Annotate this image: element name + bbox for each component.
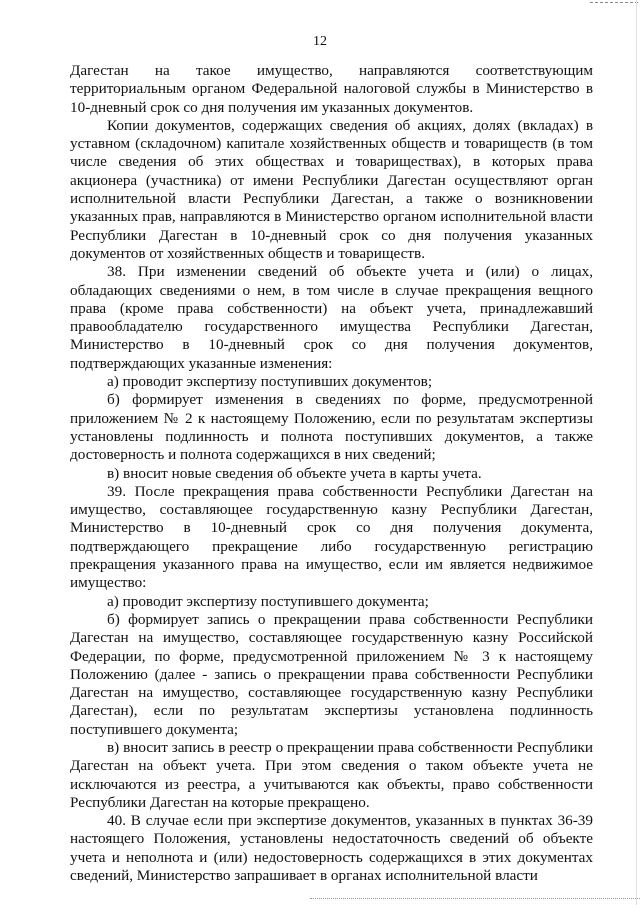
- paragraph-item-38-b: б) формирует изменения в сведениях по форме, предусмотренной приложением № 2 к настоящему Положению, если по результатам экспертизы установлены подлинность и полнота поступивших документов, а также достоверность и полнота содержащихся в них сведений;: [70, 391, 593, 464]
- paragraph-item-38-a: а) проводит экспертизу поступивших документов;: [107, 373, 433, 391]
- scan-edge-top: [590, 2, 638, 3]
- scan-edge-right: [636, 0, 637, 905]
- paragraph-share-documents: Копии документов, содержащих сведения об акциях, долях (вкладах) в уставном (складочном) капитале хозяйственных обществ и товариществ (в том числе сведения об этих обществах и товариществах), в которых права акционера (участника) от имени Республики Дагестан осуществляют орган исполнительной власти Республики Дагестан, а также о возникновении указанных прав, направляются в Министерство органом исполнительной власти Республики Дагестан в 10-дневный срок со дня получения указанных документов от хозяйственных обществ и товариществ.: [70, 116, 593, 262]
- paragraph-item-38-c: в) вносит новые сведения об объекте учета в карты учета.: [107, 464, 482, 482]
- scan-edge-bottom: [310, 898, 640, 899]
- paragraph-item-39-b: б) формирует запись о прекращении права собственности Республики Дагестан на имущество, составляющее государственную казну Российской Федерации, по форме, предусмотренной приложением № 3 к настоящему Положению (далее - запись о прекращении права собственности Республики Дагестан на имущество, составляющее государственную казну Республики Дагестан), если по результатам экспертизы установлена подлинность поступившего документа;: [70, 610, 593, 738]
- page-number: 12: [313, 34, 327, 49]
- paragraph-item-39-a: а) проводит экспертизу поступившего документа;: [107, 592, 429, 610]
- paragraph-item-39: 39. После прекращения права собственности Республики Дагестан на имущество, составляющее государственную казну Республики Дагестан, Министерство в 10-дневный срок со дня получения документа, подтверждающего прекращение либо государственную регистрацию прекращения указанного права на имущество, если им является недвижимое имущество:: [70, 482, 593, 592]
- paragraph-item-40: 40. В случае если при экспертизе документов, указанных в пунктах 36-39 настоящего Положения, установлены недостаточность сведений об объекте учета и неполнота и (или) недостоверность содержащихся в этих документах сведений, Министерство запрашивает в органах исполнительной власти: [70, 812, 593, 885]
- paragraph-continuation: Дагестан на такое имущество, направляются соответствующим территориальным органом Федеральной налоговой службы в Министерство в 10-дневный срок со дня получения им указанных документов.: [70, 62, 593, 116]
- paragraph-item-38: 38. При изменении сведений об объекте учета и (или) о лицах, обладающих сведениями о нем, в том числе в случае прекращения вещного права (кроме права собственности) на объект учета, принадлежавший правообладателю государственного имущества Республики Дагестан, Министерство в 10-дневный срок со дня получения документов, подтверждающих указанные изменения:: [70, 263, 593, 372]
- paragraph-item-39-c: в) вносит запись в реестр о прекращении права собственности Республики Дагестан на объект учета. При этом сведения о таком объекте учета не исключаются из реестра, а учитываются как объекты, право собственности Республики Дагестан на которые прекращено.: [70, 738, 593, 811]
- document-body: [70, 62, 593, 885]
